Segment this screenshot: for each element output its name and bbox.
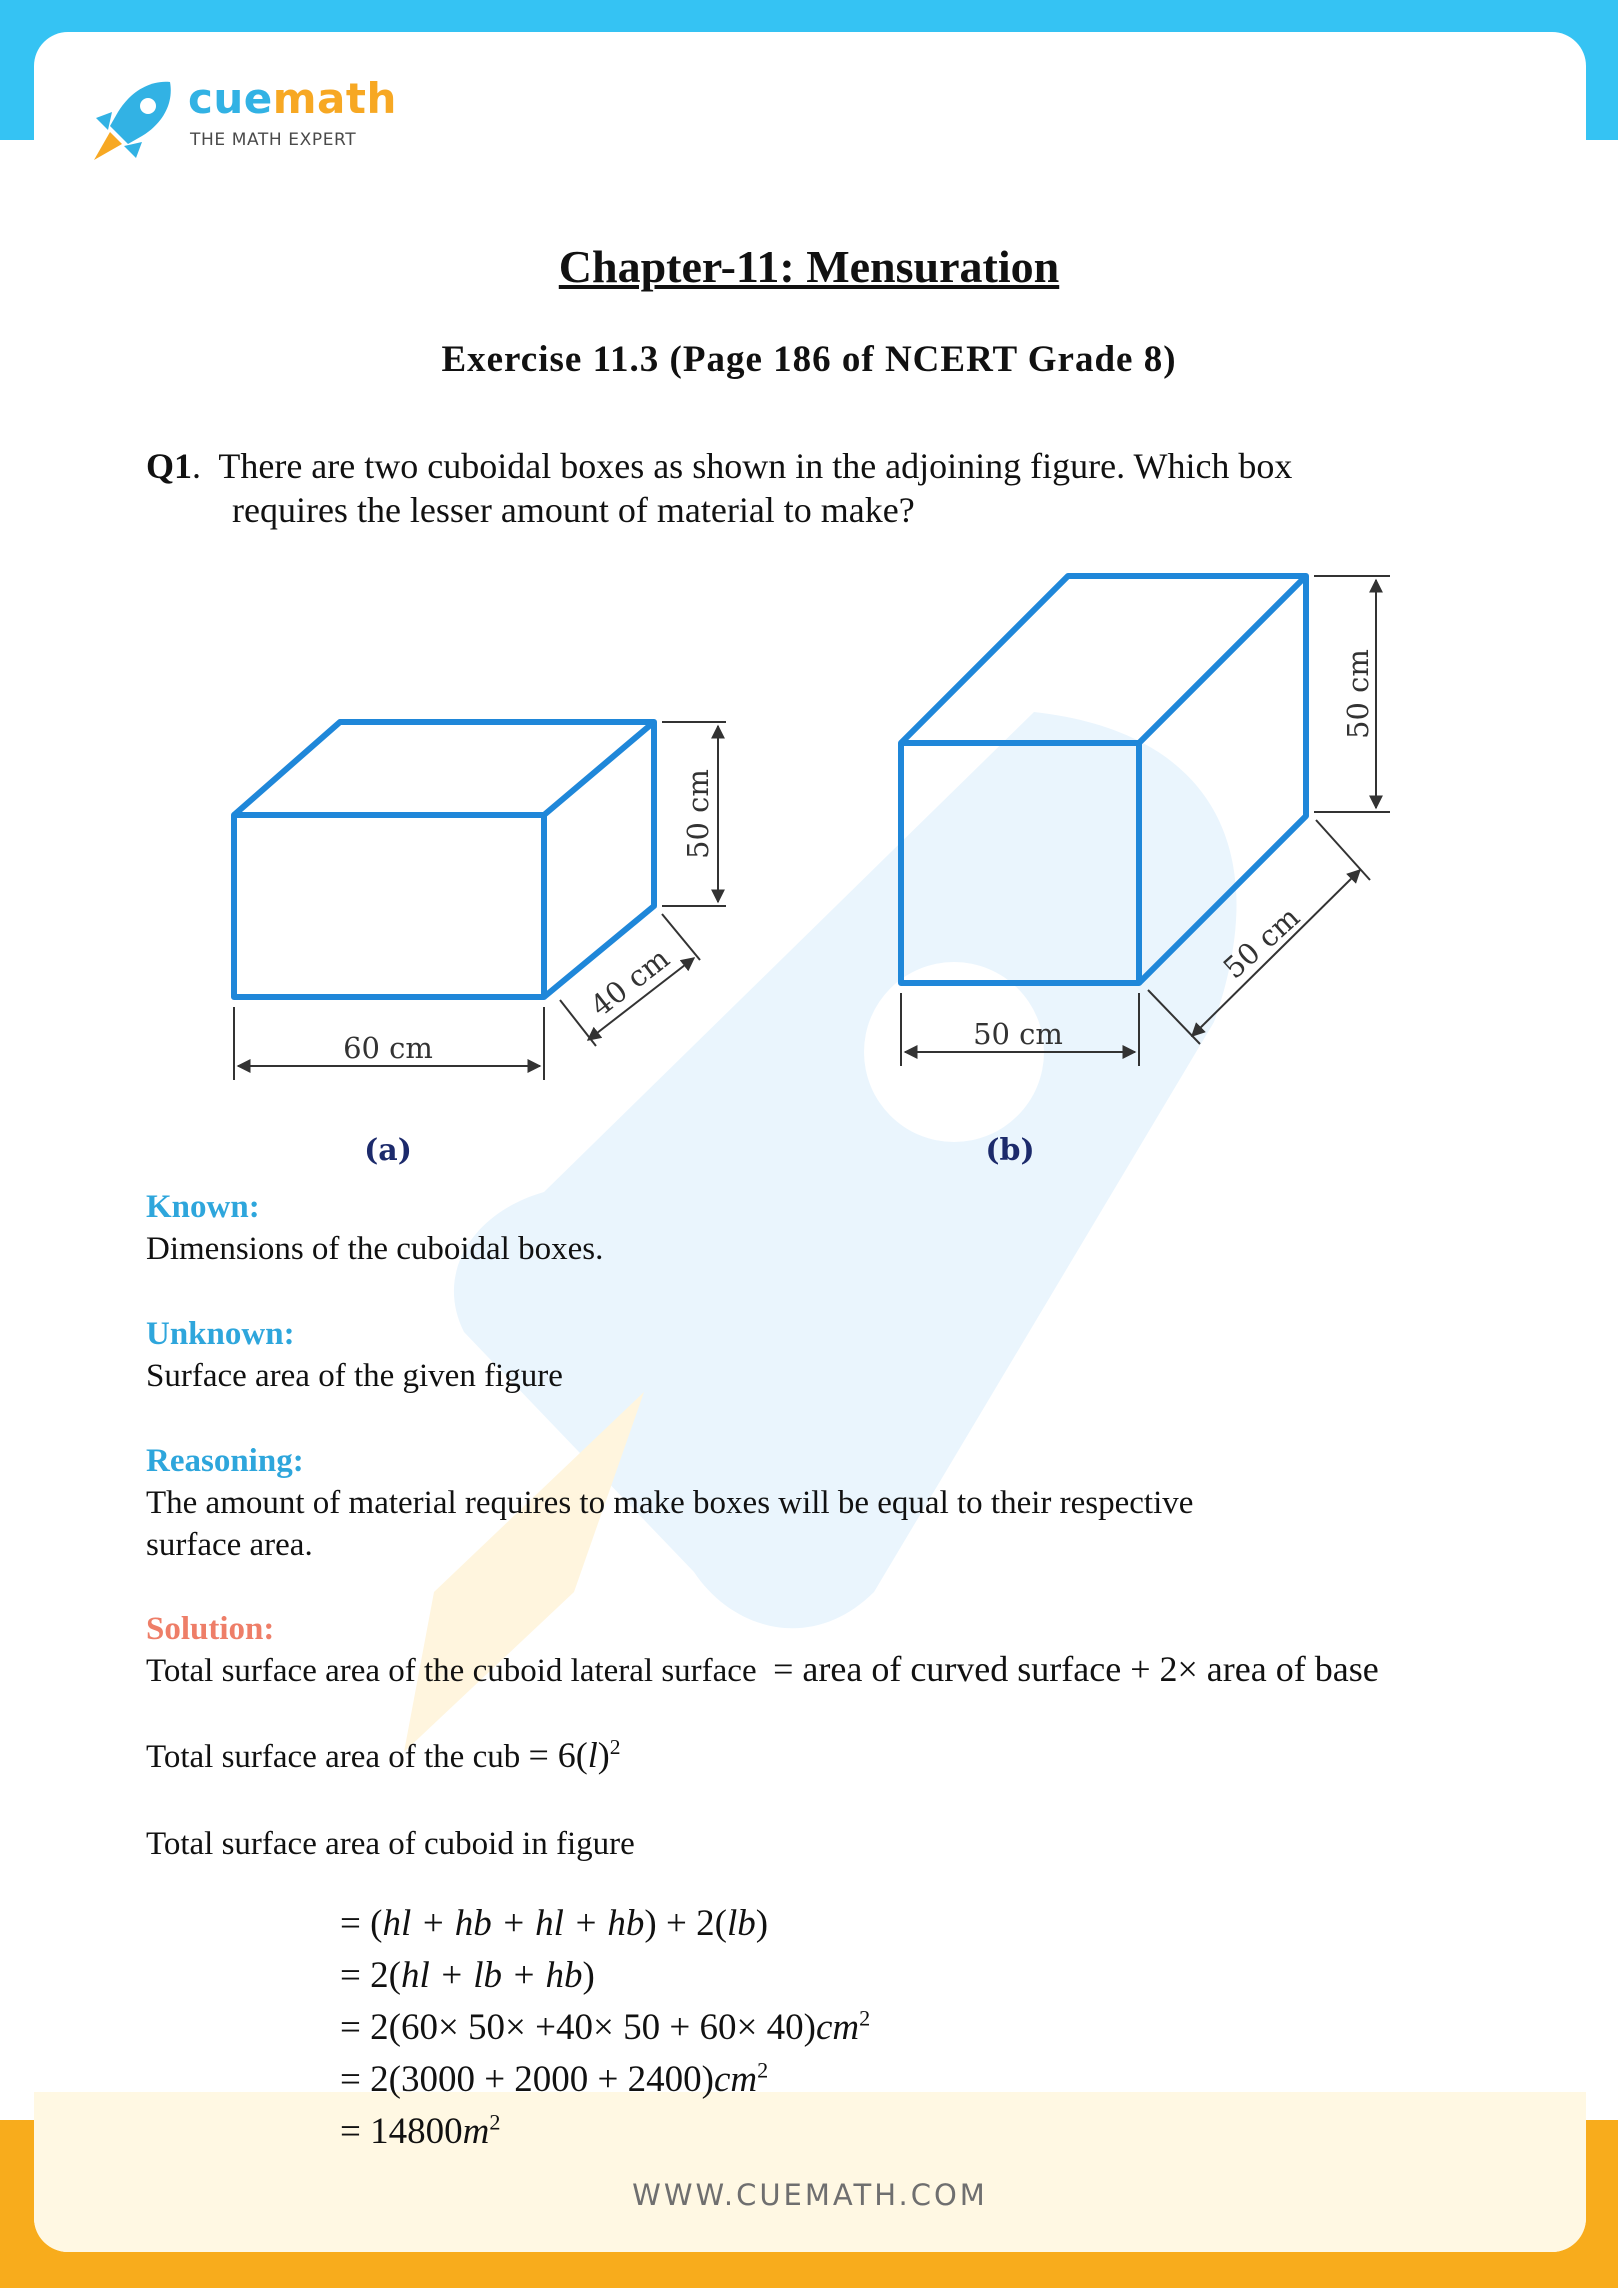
equation-step-4 [340,2054,870,2106]
brand-name-math: math [272,74,397,123]
box-a-caption: (a) [364,1133,412,1168]
solution-heading: Solution: [146,1611,275,1647]
step-1-pre: = ( [340,1903,383,1944]
rocket-logo-icon [92,78,178,162]
step-4-unit: cm [714,2059,758,2100]
question-1 [146,444,1446,532]
step-5-pre: = 14800 [340,2111,463,2152]
step-1-body: hl + hb + hl + hb [382,1903,645,1944]
solution-line-3: Total surface area of cuboid in figure [146,1826,635,1862]
brand-name [188,74,397,123]
solution-line-1 [146,1648,1379,1690]
box-a-height-label: 50 cm [681,769,715,859]
solution-section [146,1608,1506,1650]
step-1-body2: lb [726,1903,756,1944]
step-2-body: hl + lb + hb [400,1955,583,1996]
question-line-1: There are two cuboidal boxes as shown in the adjoining figure. Which box [218,446,1293,486]
brand-name-cue: cue [188,74,273,123]
cube-formula-prefix: = 6( [528,1735,588,1775]
cuboid-a [234,722,654,997]
solution-line-2-expr [528,1735,620,1775]
step-5-exp: 2 [489,2109,501,2135]
box-a-length-label: 60 cm [343,1031,433,1065]
step-4-pre: = 2(3000 + 2000 + 2400) [340,2059,714,2100]
box-b-height-label: 50 cm [1341,649,1375,739]
cube-formula-var: l [587,1735,598,1775]
step-1-post2: ) [755,1903,769,1944]
reasoning-heading: Reasoning: [146,1443,304,1479]
reasoning-line-2: surface area. [146,1527,313,1563]
solution-line-2 [146,1734,621,1776]
reasoning-section [146,1440,1506,1566]
question-number: Q1 [146,446,193,486]
step-3-pre: = 2(60× 50× +40× 50 + 60× 40) [340,2007,816,2048]
step-1-post: ) + 2( [644,1903,727,1944]
footer-url[interactable]: WWW.CUEMATH.COM [632,2178,988,2212]
equation-step-3 [340,2002,870,2054]
cuboid-b [901,576,1307,986]
unknown-section [146,1313,1506,1397]
step-3-unit: cm [815,2007,860,2048]
step-2-pre: = 2( [340,1955,401,1996]
step-4-exp: 2 [757,2057,769,2083]
brand-tagline: THE MATH EXPERT [190,130,357,150]
cube-formula-suffix: ) [597,1735,610,1775]
exercise-subtitle: Exercise 11.3 (Page 186 of NCERT Grade 8) [441,339,1177,380]
box-b-breadth-label: 50 cm [1216,899,1307,986]
unknown-heading: Unknown: [146,1316,295,1352]
equation-step-1 [340,1898,870,1950]
known-section [146,1186,1506,1270]
step-5-unit: m [462,2111,490,2152]
reasoning-line-1: The amount of material requires to make boxes will be equal to their respective [146,1485,1194,1521]
cuboid-figure [0,540,1618,1180]
box-b-length-label: 50 cm [973,1017,1063,1051]
solution-line-1-text: Total surface area of the cuboid lateral surface [146,1653,757,1689]
known-heading: Known: [146,1189,260,1225]
known-text: Dimensions of the cuboidal boxes. [146,1231,604,1267]
box-b-caption: (b) [985,1133,1035,1168]
equation-step-5 [340,2106,870,2158]
question-line-2: requires the lesser amount of material to make? [232,490,915,530]
cube-formula-exp: 2 [609,1735,621,1759]
equation-step-2 [340,1950,870,2002]
question-dot: . [192,446,219,486]
solution-line-1-expr: = area of curved surface + 2× area of base [773,1649,1379,1689]
solution-line-2-text: Total surface area of the cub [146,1739,521,1775]
box-a-breadth-label: 40 cm [583,941,676,1024]
unknown-text: Surface area of the given figure [146,1358,563,1394]
page-title: Chapter-11: Mensuration [558,241,1060,292]
step-3-exp: 2 [859,2005,871,2031]
equation-steps [340,1898,870,2158]
step-2-post: ) [582,1955,595,1996]
